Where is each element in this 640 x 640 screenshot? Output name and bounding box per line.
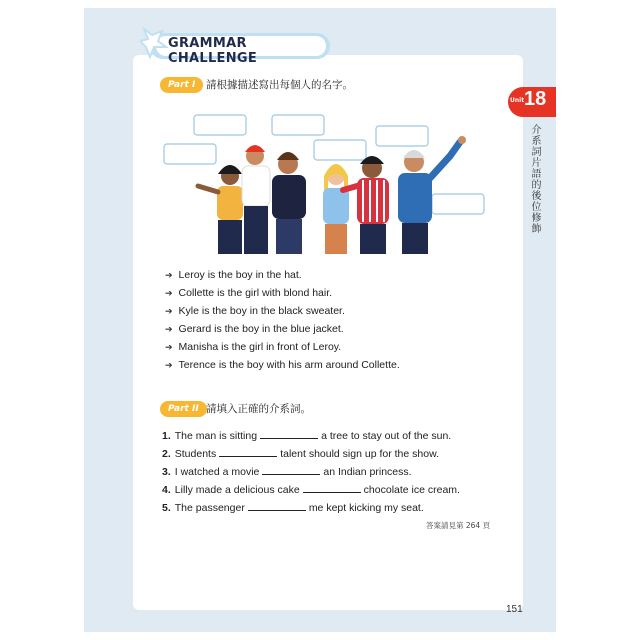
answer-reference: 答案請見第 264 頁 [426, 521, 491, 530]
list-item: ➔ Terence is the boy with his arm around Collette. [165, 359, 400, 371]
page-number: 151 [506, 604, 523, 615]
part-one-badge: Part I [160, 77, 203, 93]
part-one-instruction: 請根據描述寫出每個人的名字。 [206, 79, 353, 91]
list-item: ➔ Kyle is the boy in the black sweater. [165, 305, 345, 317]
unit-label: Unit [510, 97, 525, 104]
person-boy-hat [242, 145, 270, 254]
answer-blank[interactable] [219, 445, 277, 457]
list-item: ➔ Manisha is the girl in front of Leroy. [165, 341, 342, 353]
unit-side-title: 介系詞片語的後位修飾 [529, 124, 540, 234]
question-row: 5. The passenger me kept kicking my seat. [162, 499, 460, 517]
unit-number: 18 [524, 88, 547, 110]
part-two-badge: Part II [160, 401, 207, 417]
question-row: 3. I watched a movie an Indian princess. [162, 463, 460, 481]
part-one-statements [165, 266, 400, 374]
name-box [272, 115, 324, 135]
list-item: ➔ Leroy is the boy in the hat. [165, 269, 302, 281]
name-box [194, 115, 246, 135]
answer-blank[interactable] [248, 499, 306, 511]
arrow-right-icon: ➔ [165, 270, 173, 280]
arrow-right-icon: ➔ [165, 288, 173, 298]
part-two-instruction: 請填入正確的介系詞。 [206, 403, 311, 415]
question-row: 4. Lilly made a delicious cake chocolate ice cream. [162, 481, 460, 499]
name-box [314, 140, 366, 160]
person-boy-black [272, 152, 306, 254]
person-girl-blond [323, 164, 349, 254]
list-item: ➔ Collette is the girl with blond hair. [165, 287, 333, 299]
group-illustration [160, 112, 490, 257]
arrow-right-icon: ➔ [165, 360, 173, 370]
title-banner [140, 27, 332, 66]
name-box [376, 126, 428, 146]
person-boy-striped [343, 156, 389, 254]
answer-blank[interactable] [260, 427, 318, 439]
list-item: ➔ Gerard is the boy in the blue jacket. [165, 323, 344, 335]
arrow-right-icon: ➔ [165, 342, 173, 352]
arrow-right-icon: ➔ [165, 306, 173, 316]
answer-blank[interactable] [262, 463, 320, 475]
question-row: 1. The man is sitting a tree to stay out of the sun. [162, 427, 460, 445]
page-title: GRAMMAR CHALLENGE [168, 36, 258, 66]
question-row: 2. Students talent should sign up for the show. [162, 445, 460, 463]
arrow-right-icon: ➔ [165, 324, 173, 334]
name-box [432, 194, 484, 214]
name-box [164, 144, 216, 164]
person-girl-yellow [198, 165, 243, 254]
answer-blank[interactable] [303, 481, 361, 493]
part-two-questions [162, 427, 460, 517]
